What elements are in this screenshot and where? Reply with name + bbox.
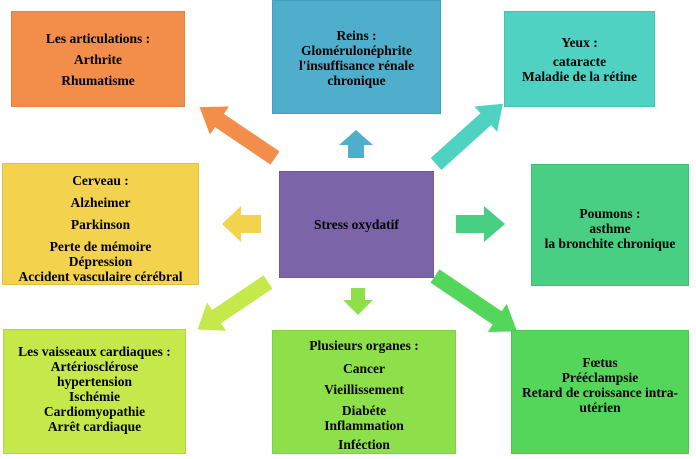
box-articulations bbox=[11, 11, 185, 107]
poumons-item: la bronchite chronique bbox=[544, 236, 676, 251]
organes-item: Cancer bbox=[343, 361, 385, 376]
box-foetus bbox=[511, 330, 689, 454]
poumons-title: Poumons : bbox=[579, 206, 641, 221]
box-vaisseaux-cardiaques bbox=[3, 329, 186, 454]
foetus-item: utérien bbox=[579, 400, 621, 415]
box-reins bbox=[272, 0, 441, 114]
foetus-item: Prééclampsie bbox=[561, 370, 639, 385]
organes-item: Inféction bbox=[338, 437, 390, 452]
box-poumons bbox=[531, 164, 689, 286]
articulations-title: Les articulations : bbox=[45, 31, 151, 46]
cerveau-item: Accident vasculaire cérébral bbox=[18, 268, 183, 284]
vaisseaux-item: Ischémie bbox=[69, 389, 120, 404]
foetus-item: Retard de croissance intra- bbox=[521, 385, 679, 400]
arrow-poumons bbox=[456, 206, 505, 242]
arrow-cerveau bbox=[222, 206, 261, 242]
vaisseaux-item: Arrêt cardiaque bbox=[47, 419, 142, 434]
cerveau-title: Cerveau : bbox=[72, 173, 129, 188]
articulations-item: Arthrite bbox=[74, 52, 122, 67]
yeux-title: Yeux : bbox=[561, 35, 598, 50]
organes-item: Inflammation bbox=[324, 418, 404, 433]
arrow-vaisseaux bbox=[188, 268, 277, 344]
poumons-item: asthme bbox=[589, 221, 631, 236]
reins-title: Reins : bbox=[336, 28, 377, 43]
vaisseaux-item: Cardiomyopathie bbox=[43, 404, 146, 419]
arrow-articulations bbox=[190, 93, 284, 172]
cerveau-item: Perte de mémoire bbox=[49, 238, 152, 254]
organes-title: Plusieurs organes : bbox=[309, 338, 419, 353]
reins-item: chronique bbox=[327, 73, 386, 88]
articulations-item: Rhumatisme bbox=[61, 73, 135, 88]
box-plusieurs-organes bbox=[272, 330, 456, 454]
box-stress-oxydatif bbox=[279, 171, 434, 278]
box-yeux bbox=[504, 11, 655, 107]
vaisseaux-item: Artériosclérose bbox=[50, 359, 139, 374]
organes-item: Vieillissement bbox=[324, 382, 404, 397]
cerveau-item: Dépression bbox=[68, 253, 133, 269]
arrow-reins bbox=[339, 130, 373, 158]
cerveau-item: Parkinson bbox=[70, 216, 131, 232]
cerveau-item: Alzheimer bbox=[70, 195, 131, 211]
organes-item: Diabéte bbox=[341, 403, 387, 418]
arrow-organes bbox=[343, 288, 373, 315]
reins-item: Glomérulonéphrite bbox=[301, 43, 412, 58]
vaisseaux-item: hypertension bbox=[56, 374, 132, 389]
foetus-title: Fœtus bbox=[582, 355, 618, 370]
center-label: Stress oxydatif bbox=[314, 217, 399, 232]
reins-item: l'insuffisance rénale bbox=[298, 58, 415, 73]
box-cerveau bbox=[2, 163, 199, 285]
yeux-item: cataracte bbox=[552, 54, 607, 69]
vaisseaux-title: Les vaisseaux cardiaques : bbox=[18, 344, 171, 359]
yeux-item: Maladie de la rétine bbox=[521, 69, 638, 84]
